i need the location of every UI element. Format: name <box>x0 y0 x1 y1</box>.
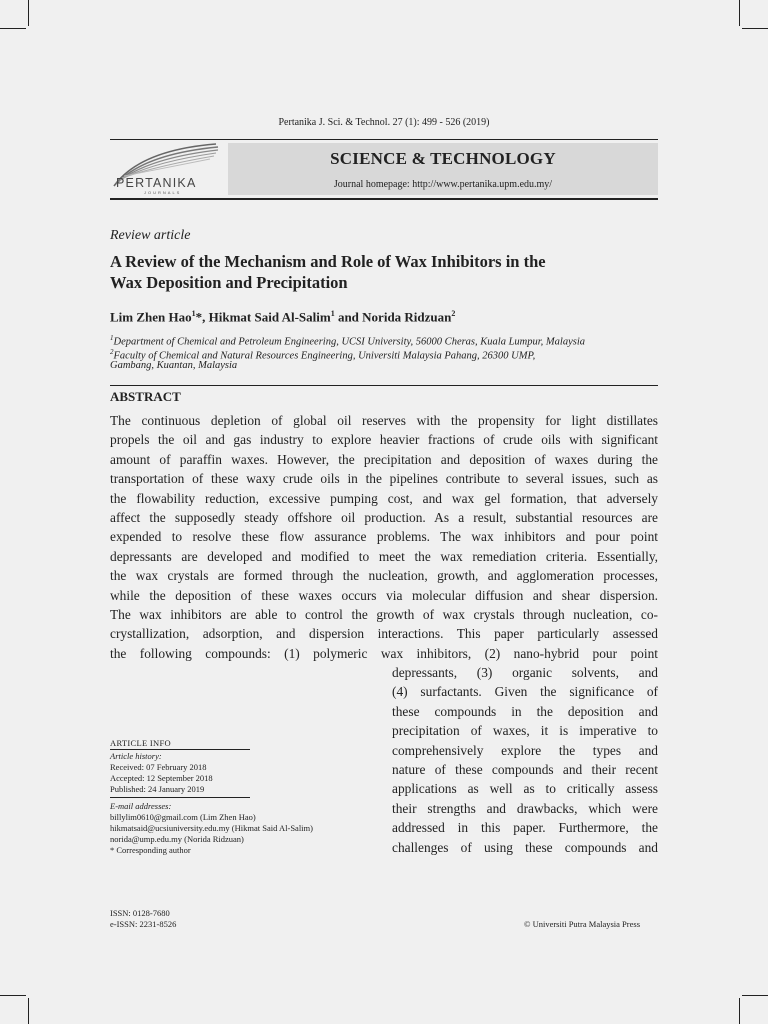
abstract-line: the flowability reduction, excessive pumping cost, and wax gel formation, that adversely <box>110 490 658 506</box>
title-line: A Review of the Mechanism and Role of Wax Inhibitors in the <box>110 252 546 271</box>
email-entry[interactable]: billylim0610@gmail.com (Lim Zhen Hao) <box>110 812 256 822</box>
abstract-line: addressed in this paper. Furthermore, the <box>392 820 658 836</box>
abstract-line: challenges of using these compounds and <box>392 839 658 855</box>
abstract-line: these compounds in the deposition and <box>392 703 658 719</box>
title-line: Wax Deposition and Precipitation <box>110 273 348 292</box>
received-date: Received: 07 February 2018 <box>110 762 207 772</box>
crop-mark <box>28 998 29 1024</box>
abstract-body-continued <box>392 663 658 857</box>
abstract-line: affect the supposedly steady offshore oil production. As a result, substantial resources are <box>110 510 658 526</box>
eissn: e-ISSN: 2231-8526 <box>110 919 177 929</box>
email-entry[interactable]: hikmatsaid@ucsiuniversity.edu.my (Hikmat Said Al-Salim) <box>110 823 313 833</box>
logo-text: PERTANIKA <box>116 176 197 190</box>
author-list: Lim Zhen Hao$^1$*, Hikmat Said Al-Salim$^1$ and Norida Ridzuan$^2$ <box>110 309 456 325</box>
abstract-line: the following compounds: (1) polymeric wax inhibitors, (2) nano-hybrid pour point <box>110 645 658 661</box>
article-info-rule <box>110 749 250 750</box>
abstract-line: comprehensively explore the types and <box>392 742 658 758</box>
abstract-line: while the deposition of these waxes occurs via molecular diffusion and shear dispersion. <box>110 587 658 603</box>
affiliation-1: $^1$Department of Chemical and Petroleum Engineering, UCSI University, 56000 Cheras, Kuala Lumpur, Malaysia <box>110 334 585 348</box>
abstract-rule <box>110 385 658 386</box>
logo-subtitle: JOURNALS <box>144 190 182 195</box>
email-entry[interactable]: norida@ump.edu.my (Norida Ridzuan) <box>110 834 244 844</box>
history-label: Article history: <box>110 751 162 761</box>
journal-citation: Pertanika J. Sci. & Technol. 27 (1): 499 - 526 (2019) <box>278 117 490 128</box>
abstract-body <box>110 411 658 663</box>
crop-mark <box>0 28 26 29</box>
crop-mark <box>742 995 768 996</box>
abstract-line: (4) surfactants. Given the significance of <box>392 684 658 700</box>
crop-mark <box>742 28 768 29</box>
abstract-line: amount of paraffin waxes. However, the precipitation and deposition of waxes during the <box>110 451 658 467</box>
crop-mark <box>0 995 26 996</box>
abstract-line: transportation of these waxy crude oils in the pipelines contribute to several issues, such as <box>110 471 658 487</box>
journal-banner <box>228 143 658 195</box>
header-rule-bottom <box>110 198 658 200</box>
abstract-line: The continuous depletion of global oil reserves with the propensity for light distillates <box>110 413 658 428</box>
accepted-date: Accepted: 12 September 2018 <box>110 773 213 783</box>
abstract-heading: ABSTRACT <box>110 389 181 404</box>
affiliation-2: $^2$Faculty of Chemical and Natural Resources Engineering, Universiti Malaysia Pahang, 26300 UMP, <box>110 348 536 362</box>
article-title <box>110 251 670 293</box>
abstract-line: propels the oil and gas industry to explore heavier fractions of crude oils with significant <box>110 432 658 448</box>
abstract-line: expended to resolve these flow assurance problems. The wax inhibitors and pour point <box>110 529 658 545</box>
abstract-line: their strengths and drawbacks, which were <box>392 800 658 816</box>
journal-name: SCIENCE & TECHNOLOGY <box>330 149 556 168</box>
crop-mark <box>739 0 740 26</box>
article-info-heading: ARTICLE INFO <box>110 738 171 748</box>
abstract-line: depressants are developed and modified to meet the wax remediation criteria. Essentially, <box>110 548 658 564</box>
abstract-line: crystallization, adsorption, and dispersion interactions. This paper particularly assessed <box>110 626 658 642</box>
article-type: Review article <box>110 228 191 243</box>
author-name: Norida Ridzuan <box>362 309 452 325</box>
abstract-line: nature of these compounds and their recent <box>392 762 658 778</box>
abstract-line: precipitation of waxes, it is imperative to <box>392 723 658 739</box>
abstract-line: depressants, (3) organic solvents, and <box>392 665 658 680</box>
abstract-line: the wax crystals are formed through the nucleation, growth, and agglomeration processes, <box>110 568 658 584</box>
journal-homepage[interactable]: Journal homepage: http://www.pertanika.upm.edu.my/ <box>333 179 553 190</box>
abstract-line: applications as well as to critically assess <box>392 781 658 797</box>
author-name: Lim Zhen Hao <box>110 309 192 325</box>
publisher: © Universiti Putra Malaysia Press <box>524 919 640 929</box>
article-info-rule-2 <box>110 797 250 798</box>
published-date: Published: 24 January 2019 <box>110 784 205 794</box>
crop-mark <box>28 0 29 26</box>
affiliation-2-cont: Gambang, Kuantan, Malaysia <box>110 360 238 371</box>
corresponding-note: * Corresponding author <box>110 845 191 855</box>
issn: ISSN: 0128-7680 <box>110 908 170 918</box>
email-label: E-mail addresses: <box>110 801 172 811</box>
abstract-line: The wax inhibitors are able to control the growth of wax crystals through nucleation, co- <box>110 607 658 623</box>
author-name: Hikmat Said Al-Salim <box>208 309 331 325</box>
crop-mark <box>739 998 740 1024</box>
